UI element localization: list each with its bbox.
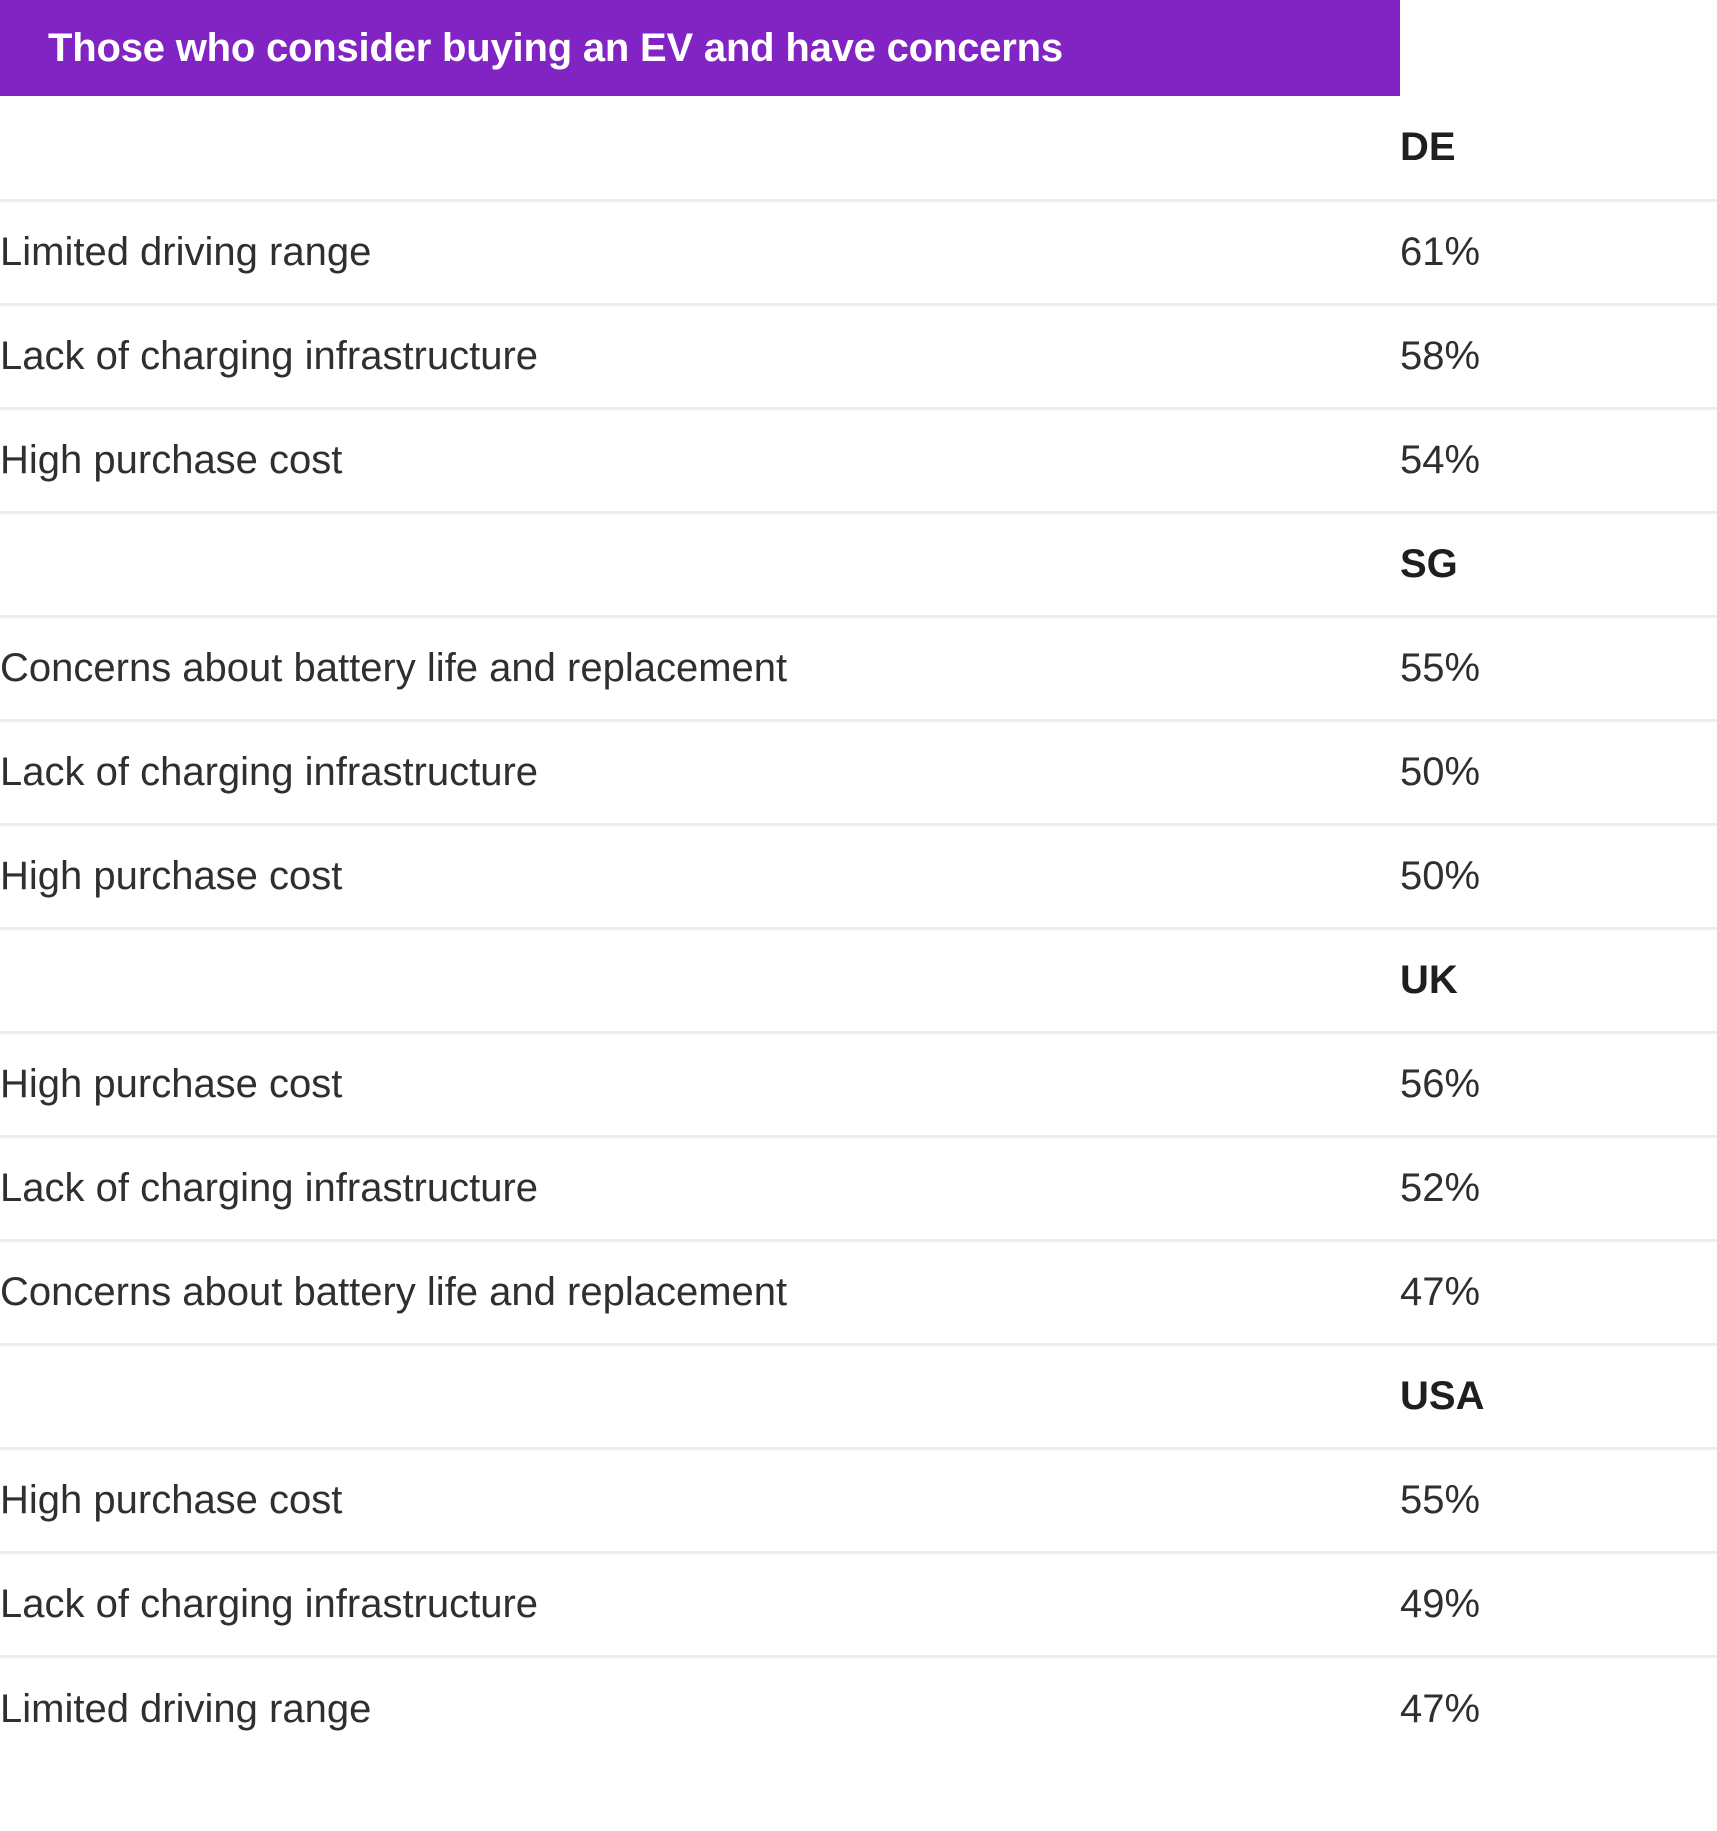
table-row: [0, 1032, 1717, 1136]
group-label-spacer-sg: [0, 512, 1400, 616]
table-row: [0, 720, 1717, 824]
row-label: Concerns about battery life and replacement: [0, 1240, 1400, 1344]
row-label: Lack of charging infrastructure: [0, 1552, 1400, 1656]
row-label: High purchase cost: [0, 1032, 1400, 1136]
table-row: [0, 408, 1717, 512]
row-value: 55%: [1400, 616, 1717, 720]
table-row: [0, 1552, 1717, 1656]
row-value: 54%: [1400, 408, 1717, 512]
page-title: Those who consider buying an EV and have concerns: [48, 26, 1063, 70]
table-row: [0, 616, 1717, 720]
row-value: 47%: [1400, 1686, 1481, 1731]
table-body: [0, 96, 1717, 1760]
table-row-group-usa: [0, 1344, 1717, 1448]
row-label: Lack of charging infrastructure: [0, 720, 1400, 824]
row-value: 61%: [1400, 200, 1717, 304]
row-label: Concerns about battery life and replacement: [0, 616, 1400, 720]
group-label-spacer-uk: [0, 928, 1400, 1032]
table-row: [0, 200, 1717, 304]
table-row: [0, 1240, 1717, 1344]
row-label: Limited driving range: [0, 1686, 372, 1731]
row-label: High purchase cost: [0, 1448, 1400, 1552]
chart-title-bar: [0, 0, 1400, 96]
row-value: 52%: [1400, 1136, 1717, 1240]
row-value: 58%: [1400, 304, 1717, 408]
table-row: [0, 1656, 1717, 1760]
table-row: [0, 1448, 1717, 1552]
table-row-group-sg: [0, 512, 1717, 616]
table-row-group-de: [0, 96, 1717, 200]
group-label-spacer-usa: [0, 1344, 1400, 1448]
row-value: 50%: [1400, 720, 1717, 824]
row-label: Lack of charging infrastructure: [0, 1136, 1400, 1240]
table-row-group-uk: [0, 928, 1717, 1032]
row-value: 50%: [1400, 824, 1717, 928]
row-label: Limited driving range: [0, 200, 1400, 304]
row-label: High purchase cost: [0, 408, 1400, 512]
group-label-spacer-de: [0, 96, 1400, 200]
row-value: 47%: [1400, 1240, 1717, 1344]
row-label: Lack of charging infrastructure: [0, 304, 1400, 408]
row-value: 49%: [1400, 1552, 1717, 1656]
group-header-uk: UK: [1400, 928, 1717, 1032]
table-row: [0, 1136, 1717, 1240]
row-value: 55%: [1400, 1448, 1717, 1552]
group-header-de: DE: [1400, 96, 1717, 200]
row-label: High purchase cost: [0, 824, 1400, 928]
table-row: [0, 824, 1717, 928]
group-header-sg: SG: [1400, 512, 1717, 616]
group-header-usa: USA: [1400, 1344, 1717, 1448]
table-row: [0, 304, 1717, 408]
ev-concerns-table: [0, 96, 1717, 1760]
row-value: 56%: [1400, 1032, 1717, 1136]
